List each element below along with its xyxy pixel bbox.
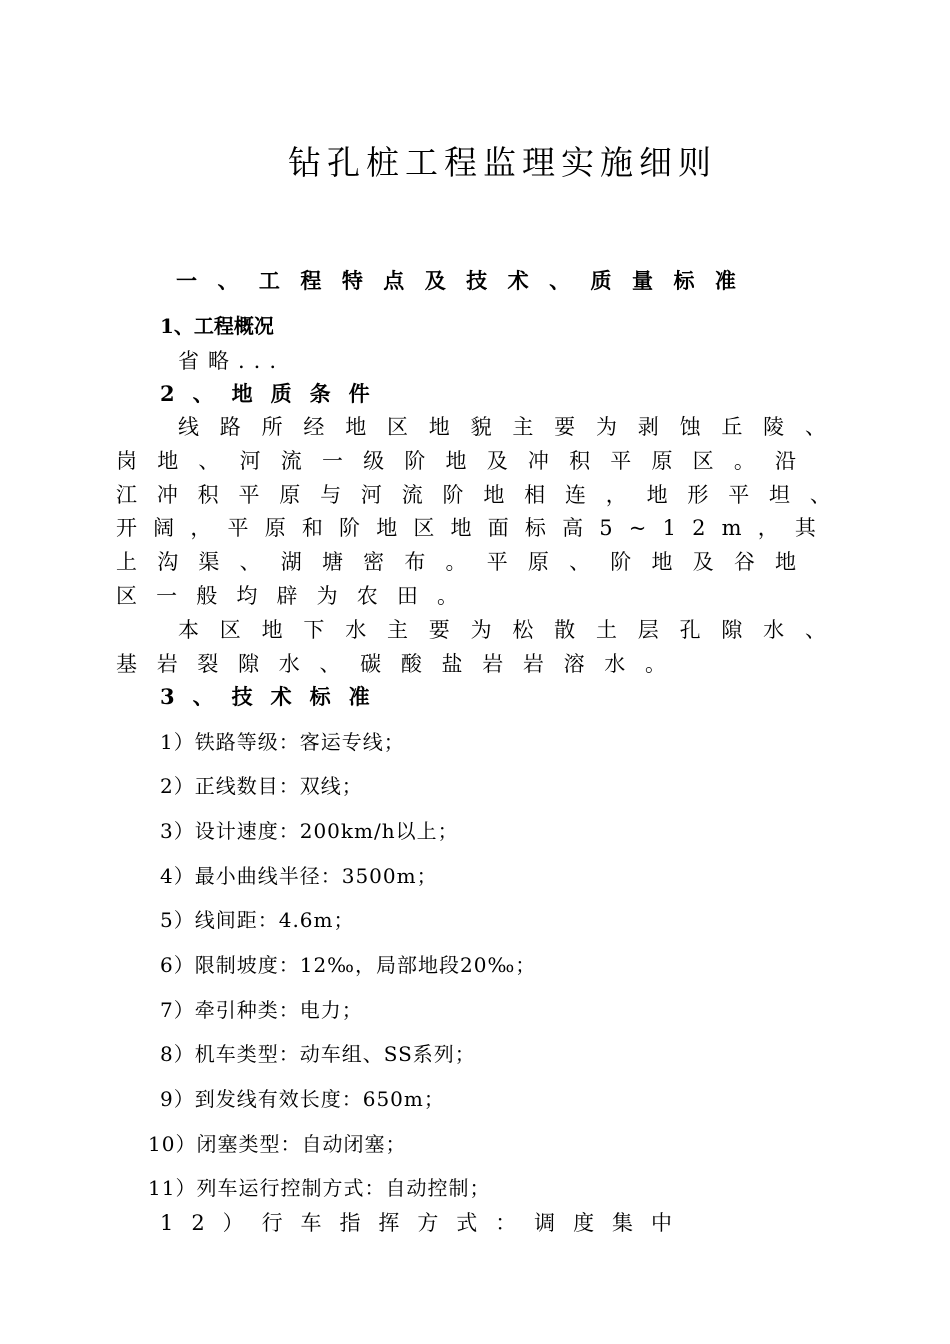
list-item: 9）到发线有效长度：650m； <box>160 1087 445 1111</box>
list-item: 3）设计速度：200km/h以上； <box>160 819 459 843</box>
list-item: 4）最小曲线半径：3500m； <box>160 864 438 888</box>
list-item: 1 2 ） 行 车 指 挥 方 式 ： 调 度 集 中 <box>160 1211 672 1235</box>
paragraph-line: 线 路 所 经 地 区 地 貌 主 要 为 剥 蚀 丘 陵 、 <box>178 415 826 439</box>
list-item: 6）限制坡度：12‰，局部地段20‰； <box>160 953 537 977</box>
paragraph-line: 区 一 般 均 辟 为 农 田 。 <box>116 584 458 608</box>
paragraph-line: 基 岩 裂 隙 水 、 碳 酸 盐 岩 岩 溶 水 。 <box>116 652 666 676</box>
paragraph-line: 本 区 地 下 水 主 要 为 松 散 土 层 孔 隙 水 、 <box>178 618 826 642</box>
paragraph-line: 省略... <box>178 349 286 373</box>
subsection-heading: 2、地质条件 <box>160 381 388 406</box>
list-item: 8）机车类型：动车组、SS系列； <box>160 1042 476 1066</box>
paragraph-line: 江 冲 积 平 原 与 河 流 阶 地 相 连 ， 地 形 平 坦 、 <box>116 483 831 507</box>
document-title: 钻孔桩工程监理实施细则 <box>288 143 717 182</box>
paragraph-line: 开 阔 ， 平 原 和 阶 地 区 地 面 标 高 5 ~ 1 2 m ， 其 <box>116 516 816 540</box>
paragraph-line: 上 沟 渠 、 湖 塘 密 布 。 平 原 、 阶 地 及 谷 地 <box>116 550 796 574</box>
subsection-heading: 3、技术标准 <box>160 684 388 709</box>
section-heading: 一 、 工 程 特 点 及 技 术 、 质 量 标 准 <box>176 268 736 293</box>
list-item: 10）闭塞类型：自动闭塞； <box>148 1132 407 1156</box>
paragraph-line: 岗 地 、 河 流 一 级 阶 地 及 冲 积 平 原 区 。 沿 <box>116 449 796 473</box>
list-item: 1）铁路等级：客运专线； <box>160 730 405 754</box>
list-item: 2）正线数目：双线； <box>160 774 363 798</box>
subsection-heading: 1、工程概况 <box>160 314 274 338</box>
list-item: 11）列车运行控制方式：自动控制； <box>148 1176 491 1200</box>
list-item: 5）线间距：4.6m； <box>160 908 355 932</box>
list-item: 7）牵引种类：电力； <box>160 998 363 1022</box>
